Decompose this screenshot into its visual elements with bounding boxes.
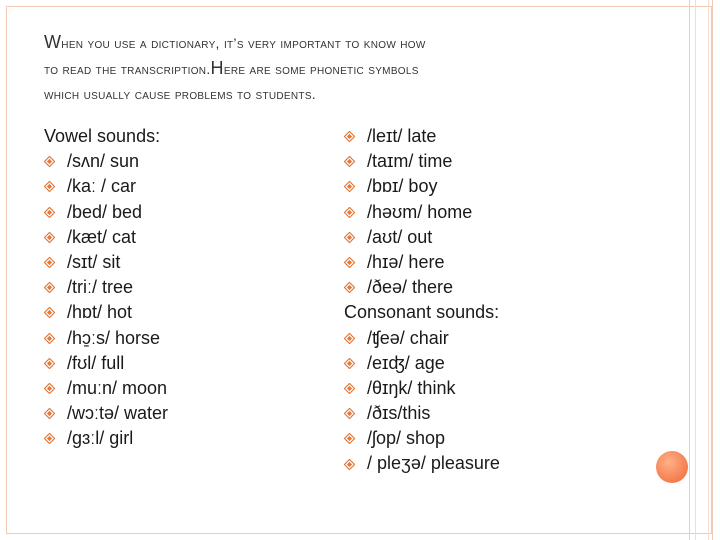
list-item-text: /bɒɪ/ boy [367, 176, 438, 197]
list-item-text: /triː/ tree [67, 277, 134, 298]
list-item-text: /hɒt/ hot [67, 302, 133, 323]
list-item [44, 351, 168, 376]
consonant-list [344, 326, 500, 477]
diamond-bullet-icon [44, 351, 61, 376]
list-item-text: /muːn/ moon [67, 377, 168, 398]
list-item-text: /kæt/ cat [67, 226, 137, 247]
list-item-text: /wɔːtə/ water [67, 403, 169, 424]
list-item-text: /sɪt/ sit [67, 251, 121, 272]
diamond-bullet-icon [44, 376, 61, 401]
list-item [44, 376, 168, 401]
left-column [44, 124, 168, 451]
list-item-text: /həʊm/ home [367, 201, 473, 222]
list-item-text: / pleʒə/ pleasure [367, 453, 500, 474]
diamond-bullet-icon [344, 124, 361, 149]
diamond-bullet-icon [44, 401, 61, 426]
diamond-bullet-icon [44, 275, 61, 300]
list-item-text: /ʧeə/ chair [367, 327, 449, 348]
list-item-text: /kaː / car [67, 176, 137, 197]
diamond-bullet-icon [44, 426, 61, 451]
list-item [344, 200, 500, 225]
list-item-text: /taɪm/ time [367, 151, 453, 172]
list-item-text: /ʃop/ shop [367, 428, 446, 449]
slide-heading [44, 30, 674, 107]
list-item [44, 149, 168, 174]
list-item [344, 351, 500, 376]
consonant-sounds-title: Consonant sounds: [344, 302, 500, 323]
list-item [344, 124, 500, 149]
diamond-bullet-icon [344, 149, 361, 174]
list-item [44, 275, 168, 300]
list-item-text: /sʌn/ sun [67, 151, 140, 172]
list-item-text: /gɜːl/ girl [67, 428, 134, 449]
diamond-bullet-icon [344, 426, 361, 451]
list-item-text: /hɔ̱ːs/ horse [67, 327, 161, 348]
diamond-bullet-icon [344, 275, 361, 300]
vowel-sounds-title: Vowel sounds: [44, 126, 161, 146]
diamond-bullet-icon [44, 174, 61, 199]
diamond-bullet-icon [344, 401, 361, 426]
list-item-text: /bed/ bed [67, 201, 143, 222]
vowel-list [44, 149, 168, 451]
diamond-bullet-icon [344, 225, 361, 250]
list-item [344, 451, 500, 476]
diamond-bullet-icon [44, 200, 61, 225]
right-column [344, 124, 500, 477]
heading-line-1: When you use a dictionary, it’s very important to know how [44, 32, 426, 52]
list-item [344, 149, 500, 174]
diphthong-list [344, 124, 500, 300]
list-item [44, 326, 168, 351]
list-item-text: /aʊt/ out [367, 226, 433, 247]
list-item [344, 376, 500, 401]
list-item [344, 401, 500, 426]
list-item [44, 225, 168, 250]
list-item [344, 174, 500, 199]
list-item-text: /eɪʤ/ age [367, 352, 445, 373]
list-item [44, 250, 168, 275]
diamond-bullet-icon [344, 200, 361, 225]
list-item-text: /fʊl/ full [67, 352, 125, 373]
diamond-bullet-icon [44, 250, 61, 275]
list-item [344, 326, 500, 351]
diamond-bullet-icon [44, 149, 61, 174]
diamond-bullet-icon [344, 452, 361, 477]
list-item-text: /hɪə/ here [367, 251, 445, 272]
diamond-bullet-icon [44, 326, 61, 351]
diamond-bullet-icon [344, 351, 361, 376]
list-item [44, 426, 168, 451]
list-item [344, 426, 500, 451]
list-item-text: /ðɪs/this [367, 403, 431, 424]
list-item-text: /leɪt/ late [367, 126, 437, 146]
heading-line-3: which usually cause problems to students. [44, 86, 316, 102]
list-item [344, 225, 500, 250]
list-item-text: /θɪŋk/ think [367, 377, 456, 398]
list-item [344, 275, 500, 300]
diamond-bullet-icon [44, 225, 61, 250]
list-item [44, 200, 168, 225]
list-item [44, 300, 168, 325]
diamond-bullet-icon [344, 376, 361, 401]
diamond-bullet-icon [344, 250, 361, 275]
list-item-text: /ðeə/ there [367, 277, 454, 298]
heading-line-2: to read the transcription.Here are some phonetic symbols [44, 58, 419, 78]
list-item [44, 401, 168, 426]
diamond-bullet-icon [44, 300, 61, 325]
accent-circle [656, 451, 688, 483]
diamond-bullet-icon [344, 326, 361, 351]
list-item [44, 174, 168, 199]
diamond-bullet-icon [344, 174, 361, 199]
list-item [344, 250, 500, 275]
slide-side-band [689, 0, 713, 540]
